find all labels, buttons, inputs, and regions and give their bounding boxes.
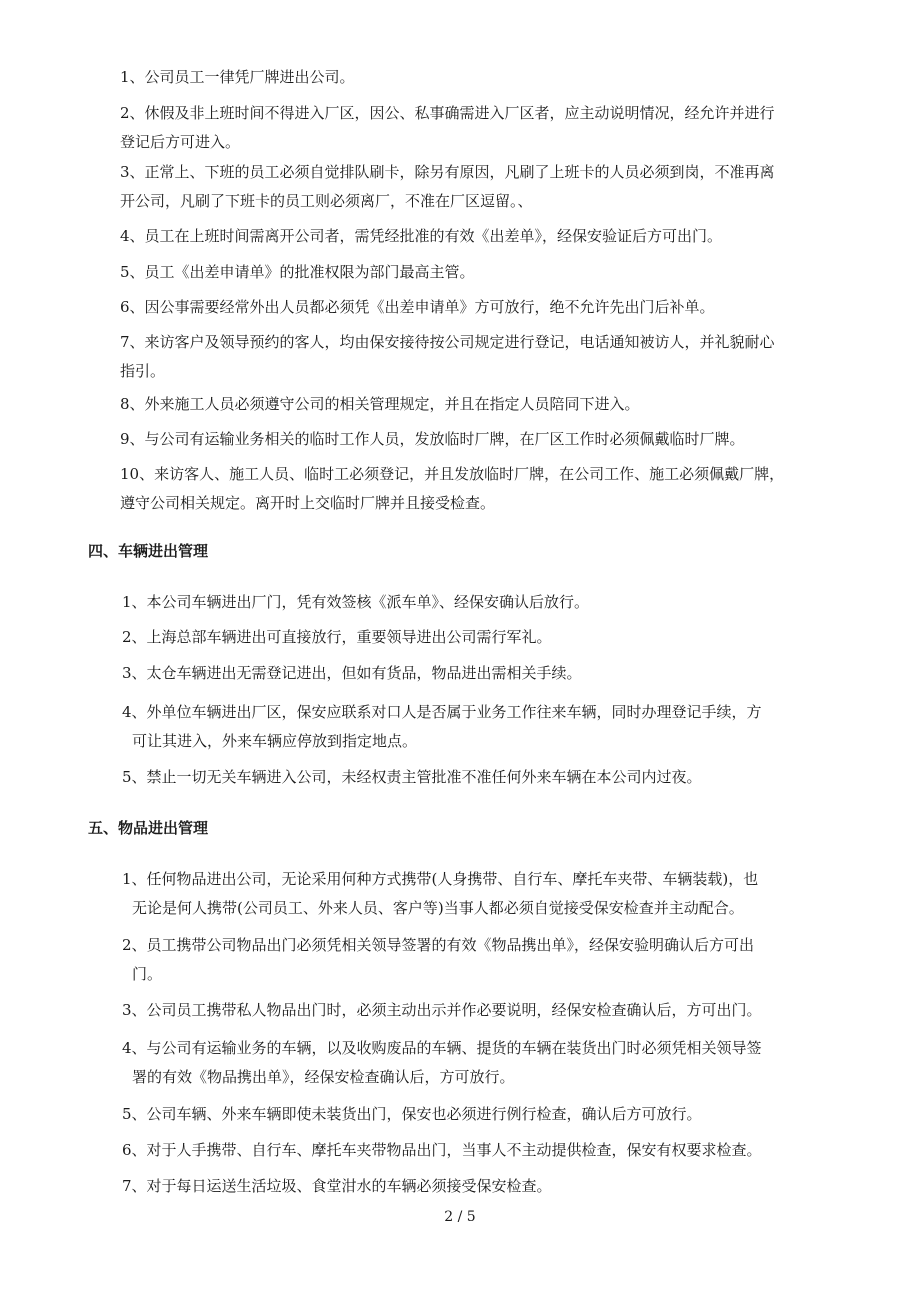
list-item: 6、对于人手携带、自行车、摩托车夹带物品出门，当事人不主动提供检查，保安有权要求检查。 [122, 1141, 762, 1159]
list-item: 4、与公司有运输业务的车辆，以及收购废品的车辆、提货的车辆在装货出门时必须凭相关领导签 署的有效《物品携出单》，经保安检查确认后，方可放行。 [122, 1039, 762, 1086]
list-item: 10、来访客人、施工人员、临时工必须登记，并且发放临时厂牌，在公司工作、施工必须佩戴厂牌， 遵守公司相关规定。离开时上交临时厂牌并且接受检查。 [120, 465, 785, 512]
list-item: 5、禁止一切无关车辆进入公司，未经权责主管批准不准任何外来车辆在本公司内过夜。 [122, 768, 702, 786]
list-item: 3、太仓车辆进出无需登记进出，但如有货品，物品进出需相关手续。 [122, 664, 582, 682]
list-item: 7、对于每日运送生活垃圾、食堂泔水的车辆必须接受保安检查。 [122, 1177, 552, 1195]
section-heading-vehicles: 四、车辆进出管理 [88, 542, 209, 560]
list-item: 4、外单位车辆进出厂区，保安应联系对口人是否属于业务工作往来车辆，同时办理登记手续，方 可让其进入，外来车辆应停放到指定地点。 [122, 703, 762, 750]
list-item: 8、外来施工人员必须遵守公司的相关管理规定，并且在指定人员陪同下进入。 [120, 395, 640, 413]
list-item: 2、休假及非上班时间不得进入厂区，因公、私事确需进入厂区者，应主动说明情况，经允许并进行 登记后方可进入。 [120, 104, 775, 151]
list-item: 1、任何物品进出公司，无论采用何种方式携带(人身携带、自行车、摩托车夹带、车辆装载)，也 无论是何人携带(公司员工、外来人员、客户等)当事人都必须自觉接受保安检查并主动配合。 [122, 870, 759, 917]
page-number: 2 / 5 [444, 1209, 476, 1225]
list-item: 1、本公司车辆进出厂门，凭有效签核《派车单》、经保安确认后放行。 [122, 593, 590, 611]
list-item: 2、员工携带公司物品出门必须凭相关领导签署的有效《物品携出单》，经保安验明确认后方可出 门。 [122, 936, 755, 983]
list-item: 4、员工在上班时间需离开公司者，需凭经批准的有效《出差单》，经保安验证后方可出门。 [120, 227, 723, 245]
list-item: 7、来访客户及领导预约的客人，均由保安接待按公司规定进行登记，电话通知被访人，并礼貌耐心 指引。 [120, 333, 775, 380]
list-item: 5、员工《出差申请单》的批准权限为部门最高主管。 [120, 263, 475, 281]
list-item: 9、与公司有运输业务相关的临时工作人员，发放临时厂牌，在厂区工作时必须佩戴临时厂牌。 [120, 430, 745, 448]
list-item: 6、因公事需要经常外出人员都必须凭《出差申请单》方可放行，绝不允许先出门后补单。 [120, 298, 715, 316]
section-heading-goods: 五、物品进出管理 [88, 819, 209, 837]
list-item: 2、上海总部车辆进出可直接放行，重要领导进出公司需行军礼。 [122, 628, 552, 646]
list-item: 3、正常上、下班的员工必须自觉排队刷卡，除另有原因，凡刷了上班卡的人员必须到岗，不准再离 开公司，凡刷了下班卡的员工则必须离厂，不准在厂区逗留。、 [120, 163, 775, 210]
list-item: 3、公司员工携带私人物品出门时，必须主动出示并作必要说明，经保安检查确认后，方可出门。 [122, 1001, 762, 1019]
list-item: 5、公司车辆、外来车辆即使未装货出门，保安也必须进行例行检查，确认后方可放行。 [122, 1105, 702, 1123]
list-item: 1、公司员工一律凭厂牌进出公司。 [120, 68, 355, 86]
